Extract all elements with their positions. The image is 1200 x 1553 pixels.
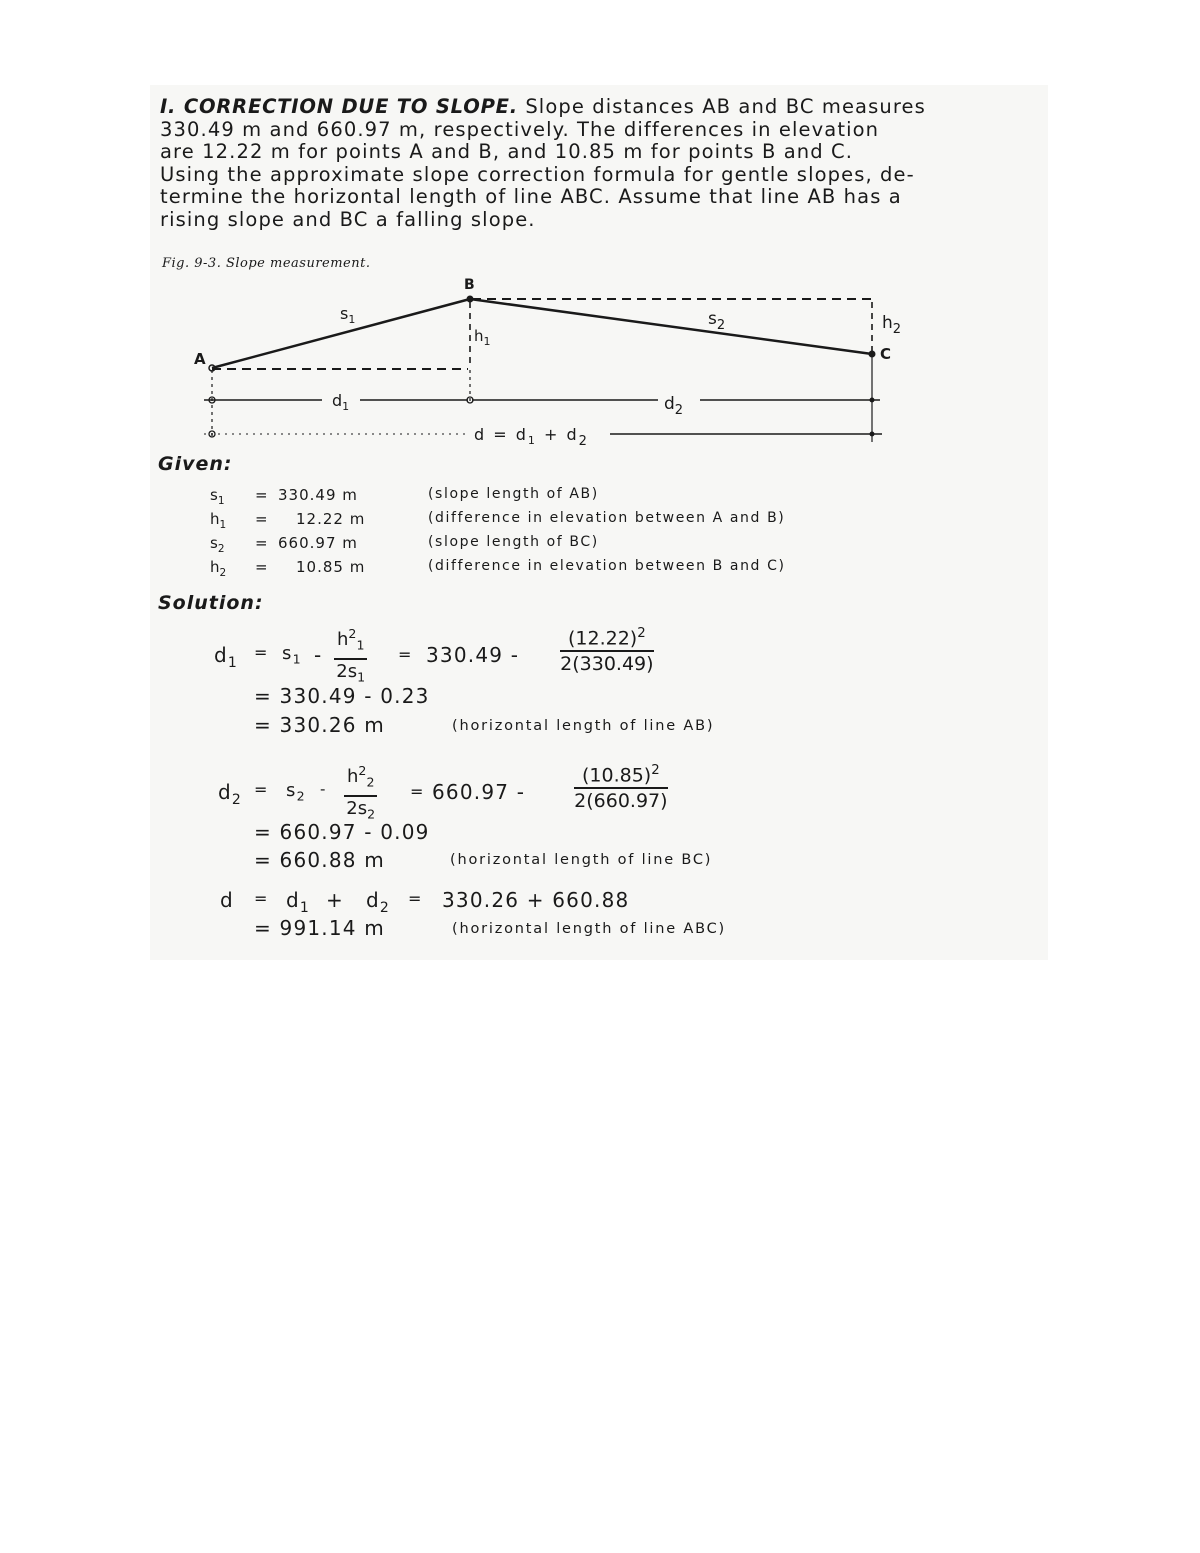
equation-d-result: = 991.14 m (254, 916, 385, 940)
label-d-total: $d = d_1 + d_2$ (474, 425, 589, 449)
given-note: (slope length of AB) (428, 486, 599, 502)
fraction-12-22-sq: $\frac{(12.22)^2}{2(330.49)}$ (560, 622, 654, 676)
problem-line-2: 330.49 m and 660.97 m, respectively. The differences in elevation (160, 117, 880, 141)
equation-d2-step2: = 660.97 - 0.09 (254, 820, 430, 844)
given-symbol: $h_1$ (210, 510, 227, 531)
point-c-total (870, 432, 875, 437)
given-heading: Given: (158, 453, 233, 475)
figure-caption: Fig. 9-3. Slope measurement. (162, 256, 371, 271)
problem-line-5: termine the horizontal length of line ABC. Assume that line AB has a (160, 185, 902, 208)
given-value: 330.49 m (278, 486, 358, 504)
point-c-dim (870, 398, 875, 403)
given-note: (slope length of BC) (428, 534, 599, 550)
label-d2: $d_2$ (664, 394, 684, 418)
label-h1: $h_1$ (474, 327, 491, 348)
given-value: 12.22 m (296, 510, 366, 528)
equation-d2-lhs: $d_2$ (218, 780, 243, 808)
equation-d1-note: (horizontal length of line AB) (452, 718, 715, 734)
problem-line-1: I. CORRECTION DUE TO SLOPE. Slope distances AB and BC measures (160, 95, 926, 118)
equation-d2-note: (horizontal length of line BC) (450, 852, 713, 868)
equation-d1-step2: = 330.49 - 0.23 (254, 684, 430, 708)
problem-line-3: are 12.22 m for points A and B, and 10.85 m for points B and C. (160, 140, 854, 163)
solution-heading: Solution: (158, 592, 264, 614)
equation-d-note: (horizontal length of line ABC) (452, 921, 726, 937)
given-note: (difference in elevation between B and C) (428, 558, 786, 574)
label-a: A (194, 350, 206, 368)
problem-line-4: Using the approximate slope correction formula for gentle slopes, de- (160, 162, 915, 186)
equation-d1-result: = 330.26 m (254, 713, 385, 737)
label-b: B (464, 277, 475, 293)
label-s1: $s_1$ (340, 304, 356, 326)
given-value: 10.85 m (296, 558, 366, 576)
equation-d-lhs: d (220, 888, 234, 912)
given-symbol: $s_1$ (210, 486, 225, 507)
point-b (467, 296, 474, 303)
slope-line-bc (470, 299, 872, 354)
slope-diagram (190, 270, 910, 455)
fraction-h1-over-2s1: $\frac{h^2_1}{2s_1}$ (334, 622, 367, 689)
given-note: (difference in elevation between A and B) (428, 510, 786, 526)
equation-d2-result: = 660.88 m (254, 848, 385, 872)
given-value: 660.97 m (278, 534, 358, 552)
fraction-10-85-sq: $\frac{(10.85)^2}{2(660.97)}$ (574, 759, 668, 813)
given-symbol: $s_2$ (210, 534, 225, 555)
label-s2: $s_2$ (708, 309, 726, 333)
label-d1: $d_1$ (332, 391, 350, 413)
problem-statement (160, 96, 1040, 231)
given-symbol: $h_2$ (210, 558, 227, 579)
label-h2: $h_2$ (882, 313, 902, 337)
fraction-h2-over-2s2: $\frac{h^2_2}{2s_2}$ (344, 759, 377, 826)
problem-line-6: rising slope and BC a falling slope. (160, 207, 536, 231)
label-c: C (880, 345, 892, 363)
problem-title: I. CORRECTION DUE TO SLOPE. (160, 95, 519, 118)
point-c (869, 351, 876, 358)
equation-d1-lhs: $d_1$ (214, 643, 239, 671)
